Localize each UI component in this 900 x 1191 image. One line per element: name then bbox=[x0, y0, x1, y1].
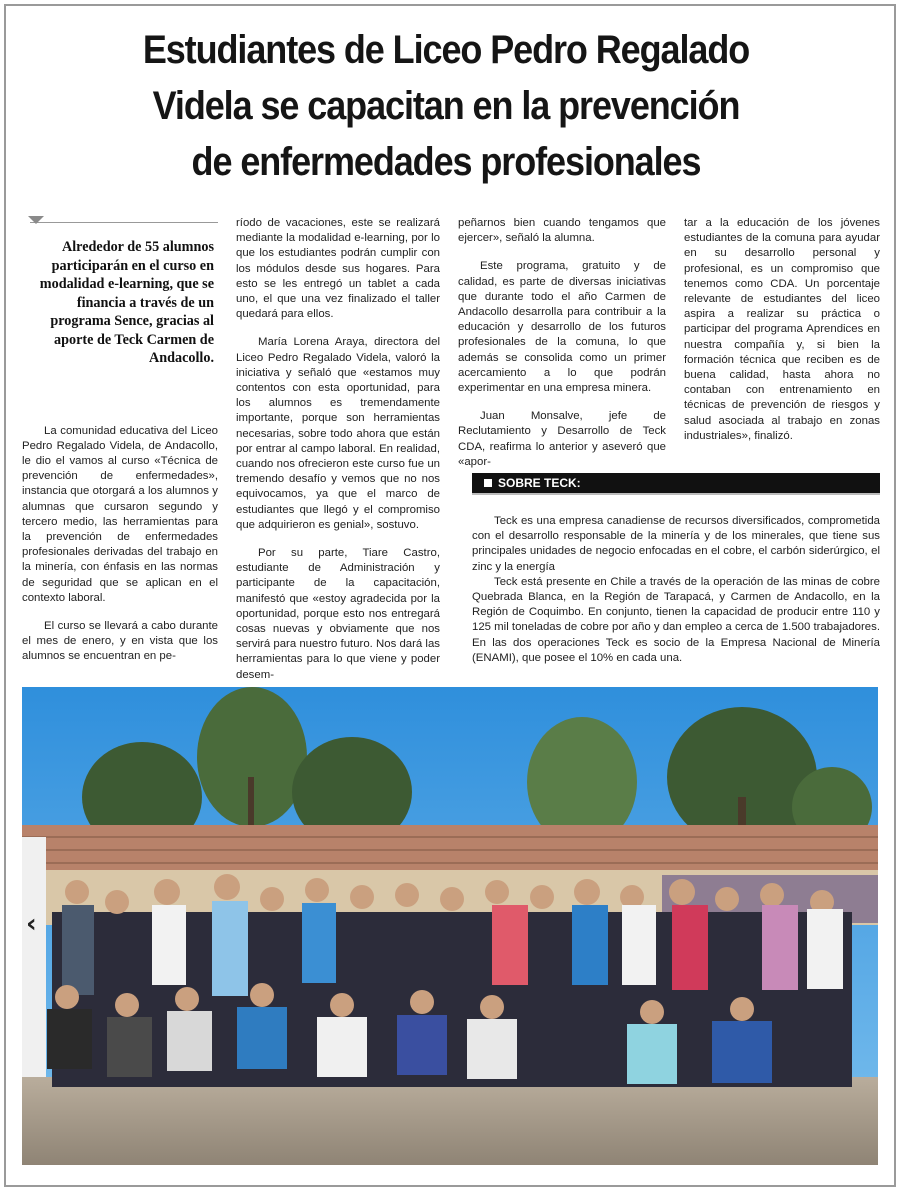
column-4 bbox=[684, 216, 880, 457]
sobre-teck-title: SOBRE TECK: bbox=[498, 476, 581, 490]
paragraph: El curso se llevará a cabo durante el mes de enero, y en vista que los alumnos se encuentran en pe- bbox=[22, 619, 218, 663]
headline bbox=[72, 22, 821, 190]
paragraph: Teck es una empresa canadiense de recursos diversificados, comprometida con el desarrollo responsable de la minería y de los minerales, que tiene sus principales unidades de negocio enfocadas en el cobre, el carbón siderúrgico, el zinc y la energía bbox=[472, 515, 880, 573]
sobre-teck-header bbox=[472, 473, 880, 493]
paragraph: Juan Monsalve, jefe de Reclutamiento y Desarrollo de Teck CDA, reafirma lo anterior y aseveró que «apor- bbox=[458, 410, 666, 468]
group-photo-illustration bbox=[22, 687, 878, 1165]
ground bbox=[22, 1077, 878, 1165]
headline-line-2: Videla se capacitan en la prevención bbox=[152, 84, 740, 128]
previous-arrow-icon[interactable]: ‹ bbox=[26, 909, 37, 939]
paragraph: peñarnos bien cuando tengamos que ejercer», señaló la alumna. bbox=[458, 217, 666, 245]
lead-summary: Alrededor de 55 alumnos participarán en el curso en modalidad e-learning, que se financia a través de un programa Sence, gracias al aporte de Teck Carmen de Andacollo. bbox=[39, 239, 214, 366]
paragraph: ríodo de vacaciones, este se realizará mediante la modalidad e-learning, por lo que los estudiantes podrán cumplir con los módulos desde sus hogares. Para esto se les entregó un tablet a cada uno, el que una vez finalizado el taller quedará para ellos. bbox=[236, 217, 440, 321]
triangle-icon bbox=[28, 216, 44, 224]
column-3 bbox=[458, 216, 666, 483]
paragraph: tar a la educación de los jóvenes estudiantes de la comuna para ayudar en su desarrollo personal y profesional, es un compromiso que tenemos como CDA. Un porcentaje relevante de estudiantes del liceo aspira a realizar su práctica o participar del programa Aprendices en nuestra compañía y, si bien la formación técnica que reciben es de buena calidad, hasta ahora no contaban con entrenamiento en técnicas de prevención de riesgos y salud asociada al trabajo en zonas industriales», finalizó. bbox=[684, 217, 880, 442]
paragraph: La comunidad educativa del Liceo Pedro Regalado Videla, de Andacollo, le dio el vamos al curso «Técnica de prevención de enfermedades», instancia que otorgará a los alumnos y alumnas que cursaron segundo y tercero medio, las herramientas para la prevención de enfermedades profesionales derivadas del trabajo en la minería, con énfasis en las normas de seguridad que se aplican en el contexto laboral. bbox=[22, 424, 218, 604]
column-1 bbox=[22, 216, 218, 678]
divider bbox=[472, 493, 880, 495]
paragraph: Teck está presente en Chile a través de la operación de las minas de cobre Quebrada Blanca, en la Región de Tarapacá, y Carmen de Andacollo, en la Región de Coquimbo. En conjunto, tienen la capacidad de producir entre 110 y 125 mil toneladas de cobre por año y dan empleo a cerca de 1.500 trabajadores. En las dos operaciones Teck es socio de la Empresa Nacional de Minería (ENAMI), que posee el 10% en cada una. bbox=[472, 575, 880, 664]
headline-line-3: de enfermedades profesionales bbox=[191, 140, 701, 184]
group-photo bbox=[22, 687, 878, 1165]
lead-marker bbox=[22, 216, 218, 234]
white-pillar bbox=[22, 837, 46, 1087]
sobre-teck-box bbox=[472, 514, 880, 666]
paragraph: Por su parte, Tiare Castro, estudiante de Administración y participante de la capacitación, manifestó que «estoy agradecida por la oportunidad, porque esto nos entregará cosas nuevas y obviamente que nos servirá para nuestro futuro. Nos dará las herramientas para lo que viene y poder desem- bbox=[236, 547, 440, 681]
column-2 bbox=[236, 216, 440, 696]
paragraph: Este programa, gratuito y de calidad, es parte de diversas iniciativas que durante todo el año Carmen de Andacollo desarrolla para contribuir a la educación y desarrollo de los futuros profesionales de la comuna, lo que además se consolida como un primer acercamiento a lo que podrán experimentar en una empresa minera. bbox=[458, 260, 666, 395]
headline-line-1: Estudiantes de Liceo Pedro Regalado bbox=[142, 28, 750, 72]
square-bullet-icon bbox=[484, 479, 492, 487]
paragraph: María Lorena Araya, directora del Liceo Pedro Regalado Videla, valoró la iniciativa y señaló que «estamos muy contentos con esta oportunidad, para los alumnos es tremendamente importante, porque son herramientas necesarias, sobre todo ahora que están por entrar al campo laboral. En realidad, cuando nos ofrecieron este curso fue un tremendo desafío y vemos que no nos equivocamos, ya que el marco de estudiantes que llegó y el compromiso que adquirieron es genial», sostuvo. bbox=[236, 336, 440, 531]
